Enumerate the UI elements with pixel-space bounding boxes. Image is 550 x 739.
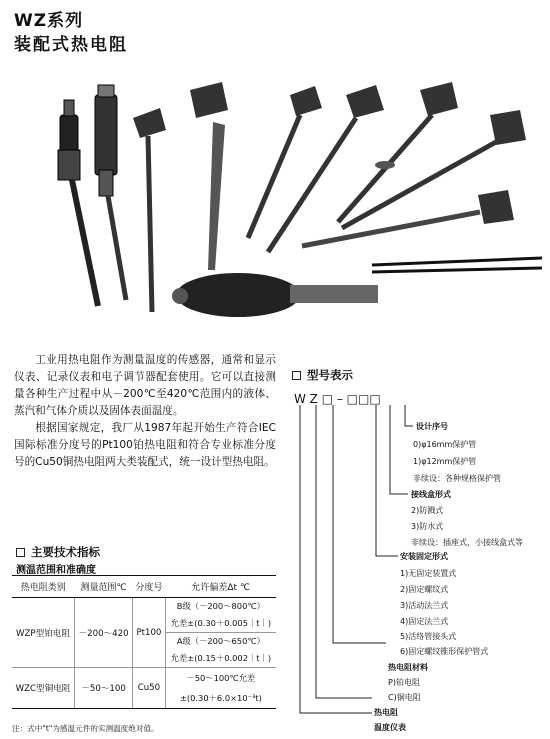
product-title: 装配式热电阻: [14, 35, 128, 55]
label-material-p: P)铂电阻: [388, 678, 420, 687]
cell-code: Cu50: [133, 668, 166, 709]
label-design-1: 1)φ12mm保护管: [413, 457, 477, 466]
intro-paragraph-2: 根据国家规定，我厂从1987年起开始生产符合IEC国际标准分度号的Pt100铂热电阻和符合专业标准分度号的Cu50铜热电阻两大类装配式，统一设计型热电阻。: [14, 422, 276, 468]
cell-tolerance: ±(0.30＋6.0×10⁻³t): [165, 688, 276, 709]
label-mount-3: 3)活动法兰式: [400, 601, 449, 610]
cell-tolerance: B级（－200～800℃）: [165, 598, 276, 616]
label-design-none: 非续设：各种规格保护管: [413, 474, 501, 483]
label-mount-6: 6)固定螺纹锥形保护管式: [400, 647, 489, 656]
label-instrument: 温度仪表: [374, 723, 406, 732]
table-footnote: 注：式中"t"为感温元件的实测温度绝对值。: [12, 724, 159, 733]
model-heading-label: 型号表示: [307, 368, 353, 382]
cell-type: WZC型铜电阻: [12, 668, 75, 709]
specs-subheading: 测温范围和准确度: [16, 565, 96, 576]
cell-tolerance: A级（－200～650℃）: [165, 633, 276, 651]
label-material-c: C)铜电阻: [388, 693, 421, 702]
cell-type: WZP型铂电阻: [12, 598, 75, 668]
label-design-0: 0)φ16mm保护管: [413, 440, 477, 449]
column-header: 允许偏差Δt ℃: [165, 576, 276, 598]
column-header: 热电阻类别: [12, 576, 75, 598]
series-title: WZ系列: [14, 11, 84, 31]
specs-heading-label: 主要技术指标: [31, 545, 100, 559]
label-junction-none: 非续设：插座式，小接线盒式等: [411, 538, 523, 547]
cell-range: －200～420: [75, 598, 133, 668]
column-header: 测量范围℃: [75, 576, 133, 598]
label-mount-1: 1)无固定装置式: [400, 569, 457, 578]
cell-range: －50～100: [75, 668, 133, 709]
cell-code: Pt100: [133, 598, 166, 668]
label-rtd: 热电阻: [374, 708, 398, 717]
label-design-no: 设计序号: [416, 422, 448, 431]
column-header: 分度号: [133, 576, 166, 598]
label-junction-3: 3)防水式: [411, 522, 444, 531]
cell-tolerance: 允差±(0.15＋0.002｜t｜): [165, 650, 276, 668]
label-mount-4: 4)固定法兰式: [400, 617, 449, 626]
model-code: W Z □ – □□□: [294, 392, 381, 406]
label-mount-5: 5)活络管接头式: [400, 632, 457, 641]
label-junction-2: 2)防溅式: [411, 506, 444, 515]
label-material: 热电阻材料: [388, 663, 428, 672]
cell-tolerance: －50～100℃允差: [165, 668, 276, 689]
label-junction: 接线盒形式: [411, 490, 451, 499]
intro-paragraph-1: 工业用热电阻作为测量温度的传感器，通常和显示仪表、记录仪表和电子调节器配套使用。它可以直接测量各种生产过程中从－200℃至420℃范围内的液体、蒸汽和气体介质以及固体表面温度。: [14, 354, 276, 417]
label-mount: 安装固定形式: [400, 552, 448, 561]
cell-tolerance: 允差±(0.30＋0.005｜t｜): [165, 615, 276, 633]
label-mount-2: 2)固定螺纹式: [400, 585, 449, 594]
